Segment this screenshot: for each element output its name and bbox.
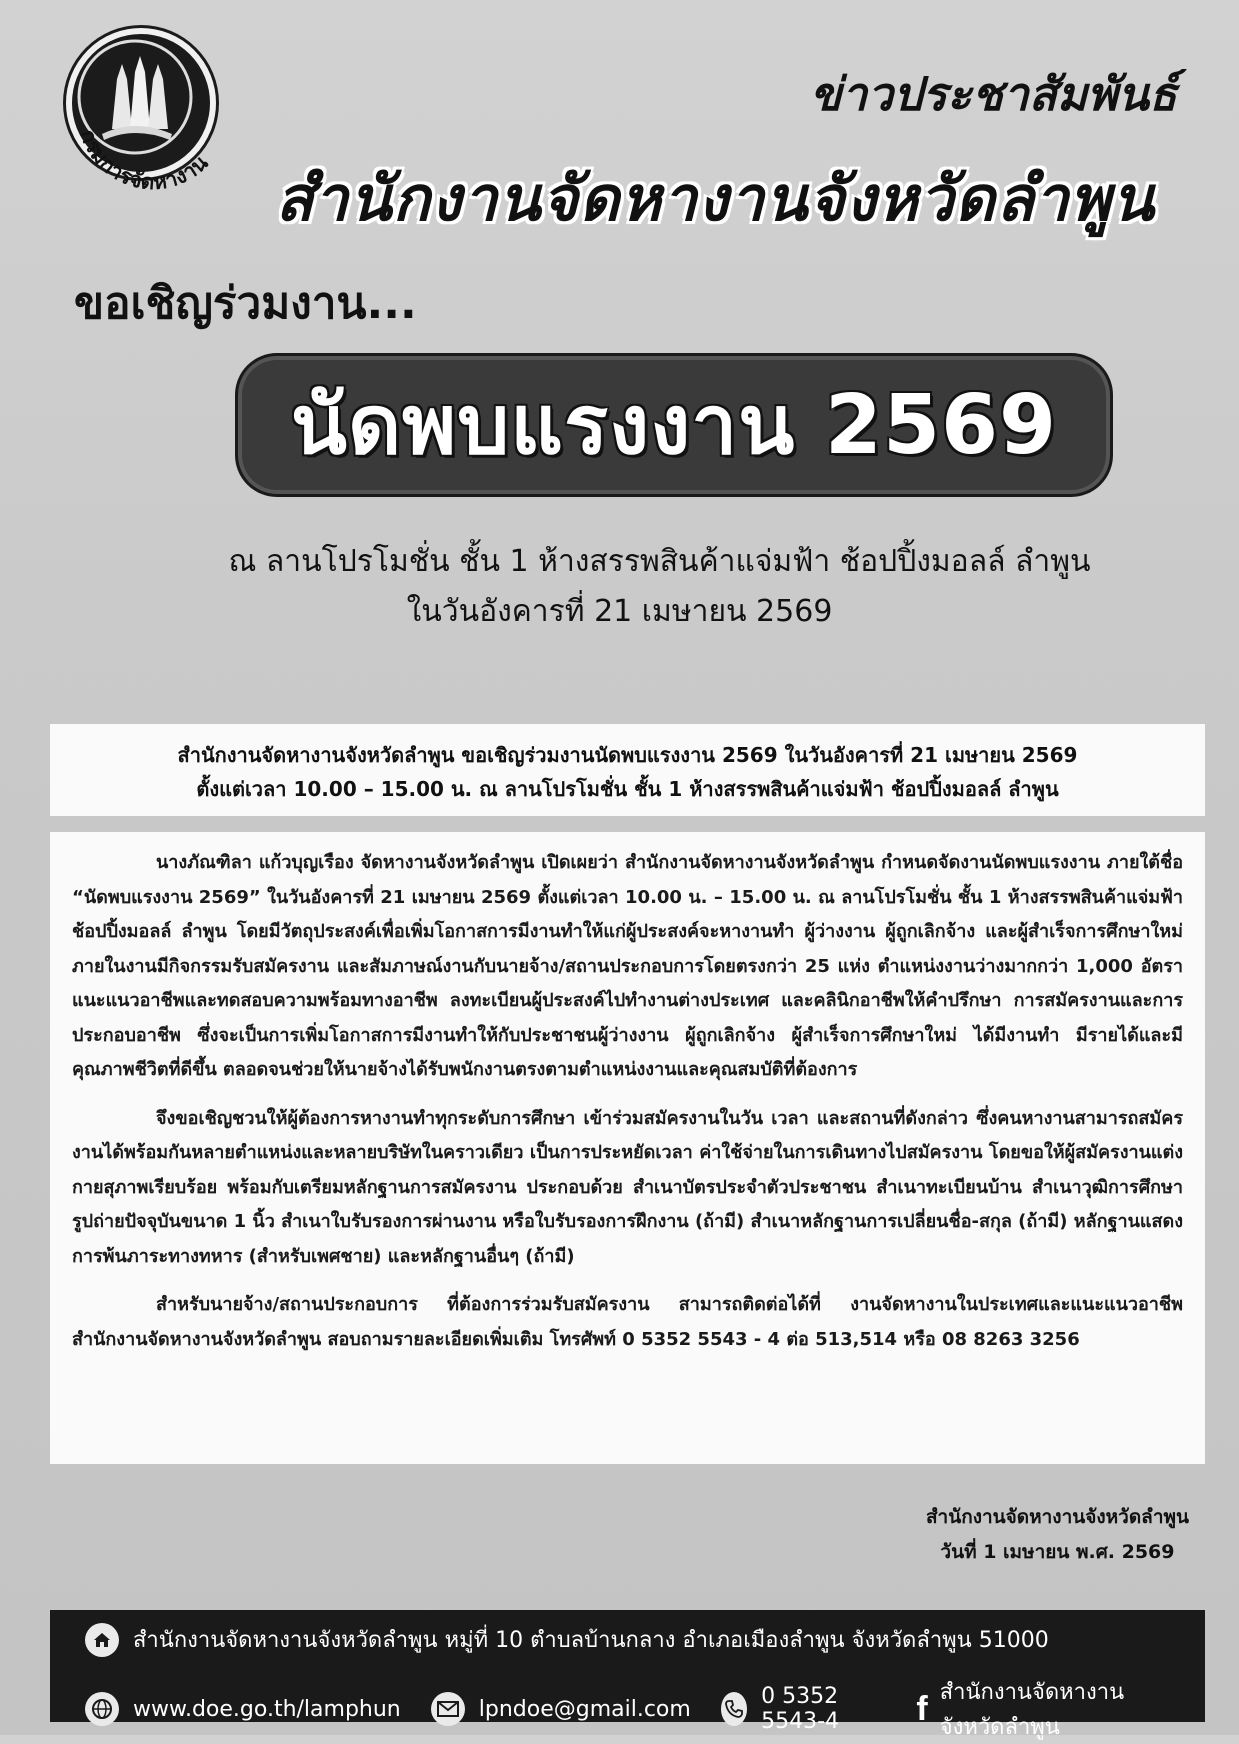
- event-title: นัดพบแรงงาน 2569: [290, 378, 1058, 473]
- department-logo: [58, 22, 233, 197]
- body-text: [50, 832, 1205, 1464]
- venue-line: ณ ลานโปรโมชั่น ชั้น 1 ห้างสรรพสินค้าแจ่มฟ้า ช้อปปิ้งมอลล์ ลำพูน: [228, 544, 1091, 579]
- footer-facebook[interactable]: [916, 1674, 1175, 1744]
- body-paragraph-2: จึงขอเชิญชวนให้ผู้ต้องการหางานทำทุกระดับการศึกษา เข้าร่วมสมัครงานในวัน เวลา และสถานที่ดังกล่าว ซึ่งคนหางานสามารถสมัครงานได้พร้อมกันหลายตำแหน่งและหลายบริษัทในคราวเดียว เป็นการประหยัดเวลา ค่าใช้จ่ายในการเดินทางไปสมัครงาน โดยขอให้ผู้สมัครงานแต่งกายสุภาพเรียบร้อย พร้อมกับเตรียมหลักฐานการสมัครงาน ประกอบด้วย สำเนาบัตรประจำตัวประชาชน สำเนาทะเบียนบ้าน สำเนาวุฒิการศึกษา รูปถ่ายปัจจุบันขนาด 1 นิ้ว สำเนาใบรับรองการผ่านงาน หรือใบรับรองการฝึกงาน (ถ้ามี) สำเนาหลักฐานการเปลี่ยนชื่อ-สกุล (ถ้ามี) หลักฐานแสดงการพ้นภาระทางทหาร (สำหรับเพศชาย) และหลักฐานอื่นๆ (ถ้ามี): [72, 1107, 1183, 1267]
- footer: [50, 1610, 1205, 1740]
- facebook-icon: f: [916, 1689, 928, 1728]
- date-line: ในวันอังคารที่ 21 เมษายน 2569: [406, 594, 833, 629]
- event-banner: [235, 353, 1113, 497]
- home-icon: [85, 1623, 119, 1657]
- signature-date: วันที่ 1 เมษายน พ.ศ. 2569: [940, 1541, 1175, 1563]
- footer-address: สำนักงานจัดหางานจังหวัดลำพูน หมู่ที่ 10 ตำบลบ้านกลาง อำเภอเมืองลำพูน จังหวัดลำพูน 51000: [133, 1628, 1049, 1653]
- phone-icon: [721, 1692, 747, 1726]
- svg-text:กรมการจัดหางาน: กรมการจัดหางาน: [75, 126, 213, 195]
- summary-line-1: สำนักงานจัดหางานจังหวัดลำพูน ขอเชิญร่วมงานนัดพบแรงงาน 2569 ในวันอังคารที่ 21 เมษายน 2569: [177, 743, 1078, 767]
- footer-contact-row: [85, 1674, 1205, 1744]
- footer-phone[interactable]: [721, 1684, 887, 1734]
- footer-address-row: [85, 1622, 1049, 1657]
- phone-text: 0 5352 5543-4: [761, 1684, 840, 1734]
- signature-block: [926, 1500, 1189, 1570]
- body-paragraph-1: นางภัณฑิลา แก้วบุญเรือง จัดหางานจังหวัดลำพูน เปิดเผยว่า สำนักงานจัดหางานจังหวัดลำพูน กำหนดจัดงานนัดพบแรงงาน ภายใต้ชื่อ “นัดพบแรงงาน 2569” ในวันอังคารที่ 21 เมษายน 2569 ตั้งแต่เวลา 10.00 น. – 15.00 น. ณ ลานโปรโมชั่น ชั้น 1 ห้างสรรพสินค้าแจ่มฟ้า ช้อปปิ้งมอลล์ ลำพูน โดยมีวัตถุประสงค์เพื่อเพิ่มโอกาสการมีงานทำให้แก่ผู้ประสงค์จะหางานทำ ผู้ว่างงาน ผู้ถูกเลิกจ้าง และผู้สำเร็จการศึกษาใหม่ ภายในงานมีกิจกรรมรับสมัครงาน และสัมภาษณ์งานกับนายจ้าง/สถานประกอบการโดยตรงกว่า 25 แห่ง ตำแหน่งงานว่างมากกว่า 1,000 อัตรา แนะแนวอาชีพและทดสอบความพร้อมทางอาชีพ ลงทะเบียนผู้ประสงค์ไปทำงานต่างประเทศ และคลินิกอาชีพให้คำปรึกษา การสมัครงานและการประกอบอาชีพ ซึ่งจะเป็นการเพิ่มโอกาสการมีงานทำให้กับประชาชนผู้ว่างงาน ผู้ถูกเลิกจ้าง ผู้สำเร็จการศึกษาใหม่ ได้มีงานทำ มีรายได้และมีคุณภาพชีวิตที่ดีขึ้น ตลอดจนช่วยให้นายจ้างได้รับพนักงานตรงตามตำแหน่งงานและคุณสมบัติที่ต้องการ: [72, 852, 1183, 1080]
- footer-website[interactable]: [85, 1692, 401, 1726]
- body-paragraph-3: สำหรับนายจ้าง/สถานประกอบการ ที่ต้องการร่วมรับสมัครงาน สามารถติดต่อได้ที่ งานจัดหางานในประเทศและแนะแนวอาชีพ สำนักงานจัดหางานจังหวัดลำพูน สอบถามรายละเอียดเพิ่มเติม โทรศัพท์ 0 5352 5543 - 4 ต่อ 513,514 หรือ 08 8263 3256: [72, 1294, 1183, 1350]
- facebook-text: สำนักงานจัดหางานจังหวัดลำพูน: [939, 1680, 1125, 1740]
- invite-lead: ขอเชิญร่วมงาน...: [74, 278, 417, 329]
- summary-box: [50, 724, 1205, 816]
- website-text: www.doe.go.th/lamphun: [133, 1696, 401, 1722]
- mail-icon: [431, 1692, 465, 1726]
- globe-icon: [85, 1692, 119, 1726]
- email-text: lpndoe@gmail.com: [478, 1696, 691, 1722]
- signature-office: สำนักงานจัดหางานจังหวัดลำพูน: [925, 1506, 1189, 1528]
- summary-line-2: ตั้งแต่เวลา 10.00 – 15.00 น. ณ ลานโปรโมชั่น ชั้น 1 ห้างสรรพสินค้าแจ่มฟ้า ช้อปปิ้งมอลล์ ลำพูน: [196, 777, 1059, 801]
- office-title: สำนักงานจัดหางานจังหวัดลำพูน: [275, 162, 1155, 235]
- footer-email[interactable]: [431, 1692, 691, 1726]
- logo-ring-text: [58, 22, 233, 197]
- pr-label: ข่าวประชาสัมพันธ์: [809, 67, 1177, 121]
